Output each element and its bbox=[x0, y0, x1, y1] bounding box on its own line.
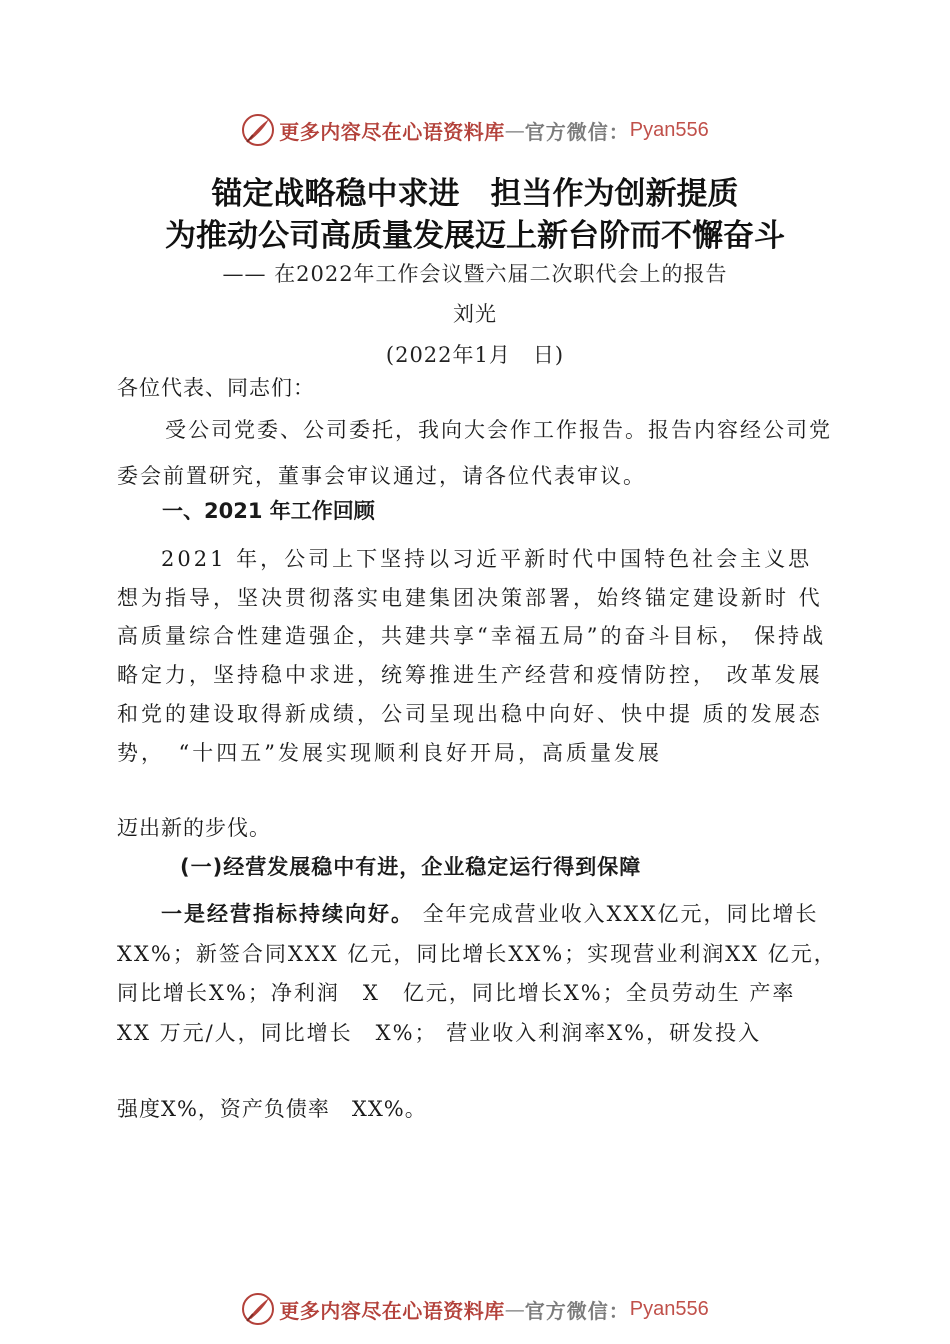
subsection-1-heading: (一)经营发展稳中有进，企业稳定运行得到保障 bbox=[180, 855, 642, 879]
watermark-dash: — bbox=[504, 1297, 525, 1321]
title-line-1: 锚定战略稳中求进 担当作为创新提质 bbox=[211, 176, 739, 212]
item-1-paragraph bbox=[117, 895, 842, 1053]
intro-paragraph: 受公司党委、公司委托，我向大会作工作报告。报告内容经公司党委会前置研究，董事会审议通过，请各位代表审议。 bbox=[117, 418, 832, 488]
section-1-paragraph-tail: 迈出新的步伐。 bbox=[117, 816, 271, 840]
section-1-heading: 一、2021 年工作回顾 bbox=[162, 499, 375, 523]
section-1-paragraph: 2021 年，公司上下坚持以习近平新时代中国特色社会主义思 想为指导，坚决贯彻落实电建集团决策部署，始终锚定建设新时 代高质量综合性建造强企，共建共享“幸福五局”的奋斗目标， 保持战略定力，坚持稳中求进，统筹推进生产经营和疫情防控， 改革发展和党的建设取得新成绩，公司呈现出稳中向好、快中提 质的发展态势， “十四五”发展实现顺利良好开局，高质量发展 bbox=[117, 547, 827, 765]
watermark-banner-top bbox=[0, 110, 950, 150]
watermark-id: Pyan556 bbox=[629, 1297, 709, 1320]
watermark-banner-bottom bbox=[0, 1289, 950, 1329]
author: 刘光 bbox=[453, 302, 497, 326]
watermark-label: 官方微信： bbox=[524, 119, 630, 144]
watermark-brand: 更多内容尽在心语资料库 bbox=[279, 1298, 505, 1323]
title-line-2: 为推动公司高质量发展迈上新台阶而不懈奋斗 bbox=[165, 218, 785, 254]
item-1-lead: 一是经营指标持续向好。 bbox=[161, 902, 414, 926]
item-1-tail: 强度X%，资产负债率 XX%。 bbox=[117, 1097, 427, 1121]
watermark-dash: — bbox=[504, 118, 525, 142]
watermark-label: 官方微信： bbox=[524, 1298, 630, 1323]
date: (2022年1月 日) bbox=[385, 343, 565, 367]
watermark-id: Pyan556 bbox=[629, 118, 709, 141]
item-1-text: 全年完成营业收入XXX亿元，同比增长 XX%；新签合同XXX 亿元，同比增长XX%；实现营业利润XX 亿元，同比增长X%；净利润 X 亿元，同比增长X%；全员劳动生 产率 XX 万元/人，同比增长 X%； 营业收入利润率X%，研发投入 bbox=[117, 902, 842, 1045]
greeting: 各位代表、同志们： bbox=[117, 376, 315, 400]
feather-pen-logo-icon bbox=[241, 1292, 275, 1326]
subtitle: —— 在2022年工作会议暨六届二次职代会上的报告 bbox=[222, 262, 728, 286]
feather-pen-logo-icon bbox=[241, 113, 275, 147]
watermark-brand: 更多内容尽在心语资料库 bbox=[279, 119, 505, 144]
